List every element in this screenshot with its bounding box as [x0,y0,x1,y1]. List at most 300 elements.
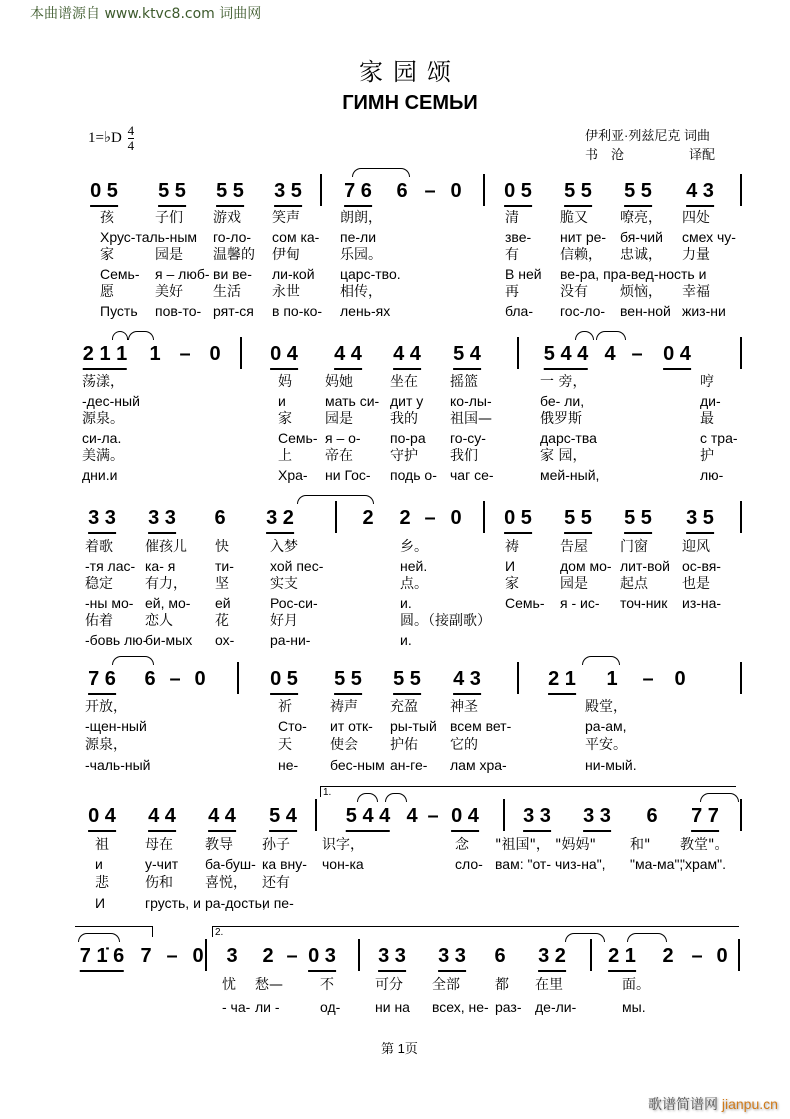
lyric-chinese: 孩 [100,210,114,226]
lyric-chinese: 美好 [155,284,183,301]
note-group: 4 4 [208,805,236,832]
lyric-chinese: 有 [505,247,519,264]
lyric-russian: ох- [215,632,235,648]
lyric-russian: дом мо- [560,557,612,574]
lyric-russian: ка вну- [262,856,307,873]
key-signature [88,124,134,153]
note-group: 0 [716,945,728,967]
site-logo [648,1094,778,1114]
lyric-chinese: 稳定 [85,576,113,593]
lyric-chinese: 识字， [322,837,364,853]
note-group: 5 5 [564,507,592,534]
note-group: 2 1 1 [83,343,127,370]
lyric-russian: ра-дость, [205,894,266,911]
lyric-chinese: 一 旁， [540,374,587,390]
note-group: 2 [262,945,274,967]
note-group: 5 5 [624,507,652,534]
note-group: 0 [209,343,221,365]
lyric-russian: ей [215,594,231,611]
lyric-russian: Семь- [505,594,545,611]
bar-line [315,799,317,831]
lyric-chinese: 家 [505,576,519,593]
note-group: – [424,180,436,202]
lyric-russian: ит отк- [330,718,373,735]
lyric-russian: рят-ся [213,303,254,319]
note-group: 1 [149,343,161,365]
note-group: 5 4 [269,805,297,832]
note-group: 3 [226,945,238,967]
lyric-chinese: 源泉。 [82,411,124,428]
lyric-chinese: 朗朗， [340,210,382,226]
lyric-chinese: 使会 [330,737,358,754]
note-group: 4 4 [334,343,362,370]
lyric-chinese: 面。 [622,977,650,993]
lyric-chinese: 着歌 [85,539,113,555]
note-group: 0 3 [308,945,336,972]
note-group: – [642,668,654,690]
lyric-russian: ви ве- [213,265,252,282]
lyric-chinese: 嘹亮， [620,210,662,226]
volta-number: 2. [215,927,224,938]
lyric-russian: ра-ам, [585,718,627,735]
note-group: 0 5 [270,668,298,695]
lyric-russian: чиз-на", [555,856,606,873]
lyric-chinese: 殿堂， [585,699,627,715]
note-group: 1 [606,668,618,690]
note-group: – [424,507,436,529]
lyric-chinese: 永世 [272,284,300,301]
lyric-russian: раз- [495,999,522,1015]
lyric-russian: ней. [400,557,428,574]
note-group: 3 2 [538,945,566,972]
lyric-chinese: 点。 [400,576,428,593]
note-group: 3 3 [148,507,176,534]
bar-line [517,662,519,694]
lyric-chinese: 教堂"。 [680,837,729,853]
lyric-chinese: 天 [278,737,292,754]
lyric-chinese: 家 [100,247,114,264]
lyric-chinese: 美满。 [82,448,124,465]
lyric-russian: дни.и [82,467,118,483]
lyric-russian: из-на- [682,594,722,611]
lyric-chinese: 它的 [450,737,478,754]
lyric-russian: пов-то- [155,303,202,319]
lyric-russian: -дес-ный [82,392,140,409]
lyric-chinese: 脆又 [560,210,588,226]
note-group: 0 5 [90,180,118,207]
lyric-russian: я – люб- [155,265,210,282]
lyric-russian: ба-буш- [205,856,256,873]
lyric-russian: В ней [505,265,542,282]
lyric-chinese: 催孩儿 [145,539,187,555]
lyric-russian: "храм". [680,856,727,873]
lyric-chinese: 哼 [700,374,714,390]
lyric-russian: вен-ной [620,303,671,319]
lyric-russian: И [505,557,516,574]
note-group: 5 5 [393,668,421,695]
bar-line [740,501,742,533]
site-name: 歌谱简谱网 [648,1096,718,1112]
note-group: 6 [214,507,226,529]
tie-slur [582,656,620,665]
key-note: D [111,129,122,146]
note-group: 0 [192,945,204,967]
bar-line [740,799,742,831]
lyric-chinese: 平安。 [585,737,627,754]
lyric-chinese: 笑声 [272,210,300,226]
lyric-chinese: 力量 [682,247,710,264]
lyric-russian: и. [400,632,412,648]
note-group: 4 4 [148,805,176,832]
note-group: – [286,945,298,967]
lyric-chinese: 祈 [278,699,292,715]
lyric-chinese: 上 [278,448,292,465]
lyric-chinese: 迎风 [682,539,710,555]
note-group: 4 3 [686,180,714,207]
lyric-russian: ни на [375,999,410,1015]
volta-number: 1. [323,787,332,798]
lyric-russian: грусть, и [145,894,201,911]
note-group: 6 [396,180,408,202]
lyric-russian: сом ка- [272,228,320,245]
lyric-russian: чаг се- [450,467,494,483]
lyric-russian: -тя лас- [85,557,136,574]
lyric-russian: лам хра- [450,756,507,773]
lyric-chinese: 好月 [270,613,298,630]
lyric-chinese: 家 [278,411,292,428]
lyric-russian: -ны мо- [85,594,134,611]
note-group: 3 3 [523,805,551,832]
note-group: 3 3 [378,945,406,972]
lyric-russian: мы. [622,999,646,1015]
bar-line [517,337,519,369]
time-signature [128,124,135,153]
lyric-russian: ра-ни- [270,632,311,648]
note-group: 7 6 [88,668,116,695]
note-group: 7 [140,945,152,967]
bar-line [738,939,740,971]
lyric-russian: дит у [390,392,424,409]
lyric-russian: Пусть [100,303,138,319]
lyric-chinese: 圆。（接副歌） [400,613,491,630]
bar-line [358,939,360,971]
note-group: 2 1 [548,668,576,695]
lyric-chinese: 有力， [145,576,187,593]
credit-translator: 书 沧 译配 [585,147,716,162]
lyric-chinese: 祷 [505,539,519,555]
bar-line [740,662,742,694]
lyric-chinese: 家 园， [540,448,587,465]
lyric-russian: всем вет- [450,718,512,735]
volta-bracket [212,926,739,937]
lyric-chinese: 愁— [255,977,283,993]
lyric-russian: - ча- [222,999,251,1015]
note-group: 4 3 [453,668,481,695]
lyric-chinese: 最 [700,411,714,428]
lyric-russian: -чаль-ный [85,756,151,773]
bar-line [240,337,242,369]
note-group: 3 3 [88,507,116,534]
note-group: 7 6 [344,180,372,207]
lyric-chinese: 四处 [682,210,710,226]
note-group: 5 5 [216,180,244,207]
tie-slur [596,331,626,340]
note-group: 0 4 [451,805,479,832]
source-watermark: 本曲谱源自 www.ktvc8.com 词曲网 [30,6,262,22]
lyric-russian: ни Гос- [325,467,371,483]
lyric-chinese: 可分 [375,977,403,993]
lyric-chinese: 园是 [155,247,183,264]
note-group: 4 [406,805,418,827]
note-group: 0 [194,668,206,690]
lyric-russian: -щен-ный [85,718,147,735]
lyric-chinese: 帝在 [325,448,353,465]
lyric-chinese: 也是 [682,576,710,593]
lyric-chinese: "妈妈" [555,837,596,853]
lyric-russian: зве- [505,228,532,245]
lyric-russian: ос-вя- [682,557,721,574]
lyric-russian: бя-чий [620,228,663,245]
note-group: – [166,945,178,967]
note-group: 3 5 [686,507,714,534]
note-group: 5 5 [158,180,186,207]
tie-slur [112,656,154,665]
bar-line [205,939,207,971]
lyric-russian: ан-ге- [390,756,428,773]
lyric-russian: И [95,894,106,911]
lyric-russian: бе- ли, [540,392,585,409]
lyric-russian: ди- [700,392,721,409]
lyric-chinese: 子们 [155,210,183,226]
bar-line [335,501,337,533]
bar-line [590,939,592,971]
note-group: – [427,805,439,827]
lyric-russian: чон-ка [322,856,364,873]
lyric-chinese: 都 [495,977,509,993]
tie-slur [352,168,410,177]
note-group: 2 [399,507,411,529]
lyric-russian: лит-вой [620,557,670,574]
lyric-russian: Хра- [278,467,308,483]
lyric-chinese: 不 [320,977,334,993]
note-group: 0 [450,507,462,529]
note-group: 2 [662,945,674,967]
lyric-chinese: 起点 [620,576,648,593]
tie-slur [128,331,154,340]
lyric-russian: и пе- [262,894,294,911]
lyric-chinese: 伊甸 [272,247,300,264]
lyric-russian: го-ло- [213,228,252,245]
lyric-russian: -бовь лю- [85,632,148,648]
lyric-chinese: 充盈 [390,699,418,715]
note-group: 5 4 4 [544,343,588,370]
tie-slur [112,331,128,340]
lyric-chinese: 忧 [222,977,236,993]
lyric-chinese: 全部 [432,977,460,993]
lyric-russian: не- [278,756,299,773]
bar-line [503,799,505,831]
lyric-russian: хой пес- [270,557,324,574]
lyric-chinese: 祷声 [330,699,358,715]
note-group: 3 5 [274,180,302,207]
note-group: 2 [362,507,374,529]
lyric-chinese: 孙子 [262,837,290,853]
lyric-chinese: 和" [630,837,651,853]
lyric-russian: пе-ли [340,228,377,245]
note-group: 7 1̇ 6 [80,945,124,972]
lyric-russian: би-мых [145,632,193,648]
bar-line [740,337,742,369]
lyric-russian: "ма-ма", [630,856,684,873]
lyric-chinese: 信赖， [560,247,602,264]
note-group: 0 [450,180,462,202]
note-group: 5 5 [564,180,592,207]
lyric-chinese: 祖国— [450,411,492,428]
lyric-chinese: 开放， [85,699,127,715]
lyric-chinese: 守护 [390,448,418,465]
lyric-russian: жиз-ни [682,303,726,319]
lyric-chinese: 悲 [95,875,109,892]
lyric-chinese: 没有 [560,284,588,301]
note-group: 4 [604,343,616,365]
lyric-chinese: 乡。 [400,539,428,555]
lyric-russian: ли-кой [272,265,315,282]
time-beats: 4 [127,123,135,138]
lyric-chinese: 我的 [390,411,418,428]
note-group: 5 5 [624,180,652,207]
lyric-russian: си-ла. [82,429,122,446]
note-group: 7 7 [691,805,719,832]
note-group: 3 2 [266,507,294,534]
lyric-russian: смех чу- [682,228,736,245]
lyric-russian: и [95,856,103,873]
lyric-chinese: 相传， [340,284,382,301]
lyric-chinese: 入梦 [270,539,298,555]
lyric-russian: и. [400,594,412,611]
lyric-chinese: 实支 [270,576,298,593]
lyric-chinese: 幸福 [682,284,710,301]
lyric-chinese: 游戏 [213,210,241,226]
lyric-russian: лю- [700,467,724,483]
bar-line [237,662,239,694]
lyric-russian: бла- [505,303,534,319]
note-group: – [179,343,191,365]
note-group: 5 4 [453,343,481,370]
lyric-russian: го-су- [450,429,486,446]
lyric-chinese: 佑着 [85,613,113,630]
note-group: 0 4 [270,343,298,370]
lyric-russian: вам: "от- [495,856,551,873]
note-group: 4 4 [393,343,421,370]
lyric-chinese: 快 [215,539,229,555]
note-group: 2 1 [608,945,636,972]
note-group: – [631,343,643,365]
tie-slur [297,495,374,504]
song-title-chinese: 家园颂 [359,58,461,86]
lyric-chinese: 摇篮 [450,374,478,390]
lyric-chinese: 告屋 [560,539,588,555]
lyric-chinese: 荡漾， [82,374,124,390]
lyric-chinese: 园是 [560,576,588,593]
lyric-russian: подь о- [390,467,437,483]
bar-line [483,501,485,533]
lyric-russian: ни-мый. [585,756,637,773]
lyric-russian: Хрус-таль-ным [100,228,198,245]
volta-bracket [320,786,736,797]
lyric-russian: гос-ло- [560,303,606,319]
lyric-russian: царс-тво. [340,265,401,282]
lyric-russian: ка- я [145,557,176,574]
lyric-russian: дарс-тва [540,429,597,446]
lyric-russian: Рос-си- [270,594,318,611]
lyric-chinese: 温馨的 [213,247,255,264]
lyric-russian: я - ис- [560,594,600,611]
lyric-chinese: 乐园。 [340,247,382,264]
lyric-chinese: 祖 [95,837,109,853]
lyric-chinese: 再 [505,284,519,301]
lyric-chinese: 母在 [145,837,173,853]
note-group: – [691,945,703,967]
lyric-russian: и [278,392,286,409]
lyric-russian: ры-тый [390,718,437,735]
note-group: 6 [144,668,156,690]
lyric-russian: Семь- [278,429,318,446]
note-group: 0 5 [504,180,532,207]
lyric-russian: од- [320,999,341,1015]
lyric-chinese: 烦恼， [620,284,662,301]
bar-line [740,174,742,206]
note-group: 5 4 4 [346,805,390,832]
lyric-chinese: 坚 [215,576,229,593]
lyric-chinese: 喜悦， [205,875,247,892]
lyric-chinese: "祖国"， [495,837,550,853]
lyric-chinese: 俄罗斯 [540,411,582,428]
lyric-chinese: 源泉， [85,737,127,754]
lyric-russian: с тра- [700,429,738,446]
lyric-russian: ти- [215,557,234,574]
note-group: 0 5 [504,507,532,534]
lyric-russian: в по-ко- [272,303,323,319]
lyric-chinese: 伤和 [145,875,173,892]
lyric-chinese: 在里 [535,977,563,993]
lyric-russian: ко-лы- [450,392,492,409]
lyric-russian: ве-ра, пра-вед-ность и [560,265,707,282]
note-group: 3 3 [438,945,466,972]
page-number: 第 1页 [381,1041,418,1056]
lyric-chinese: 门窗 [620,539,648,555]
flat-icon: ♭ [103,129,112,146]
lyric-russian: ли - [255,999,280,1015]
lyric-russian: всех, не- [432,999,489,1015]
bar-line [320,174,322,206]
lyric-chinese: 园是 [325,411,353,428]
credit-composer: 伊利亚·列兹尼克 词曲 [585,128,710,143]
lyric-russian: Сто- [278,718,307,735]
lyric-chinese: 妈她 [325,374,353,390]
note-group: 6 [494,945,506,967]
lyric-russian: по-ра [390,429,426,446]
lyric-russian: де-ли- [535,999,577,1015]
song-title-russian: ГИМН СЕМЬИ [342,92,478,114]
note-group: 6 [646,805,658,827]
note-group: 3 3 [583,805,611,832]
bar-line [483,174,485,206]
lyric-russian: лень-ях [340,303,391,319]
lyric-chinese: 恋人 [145,613,173,630]
lyric-russian: сло- [455,856,483,873]
lyric-chinese: 妈 [278,374,292,390]
lyric-russian: у-чит [145,856,179,873]
